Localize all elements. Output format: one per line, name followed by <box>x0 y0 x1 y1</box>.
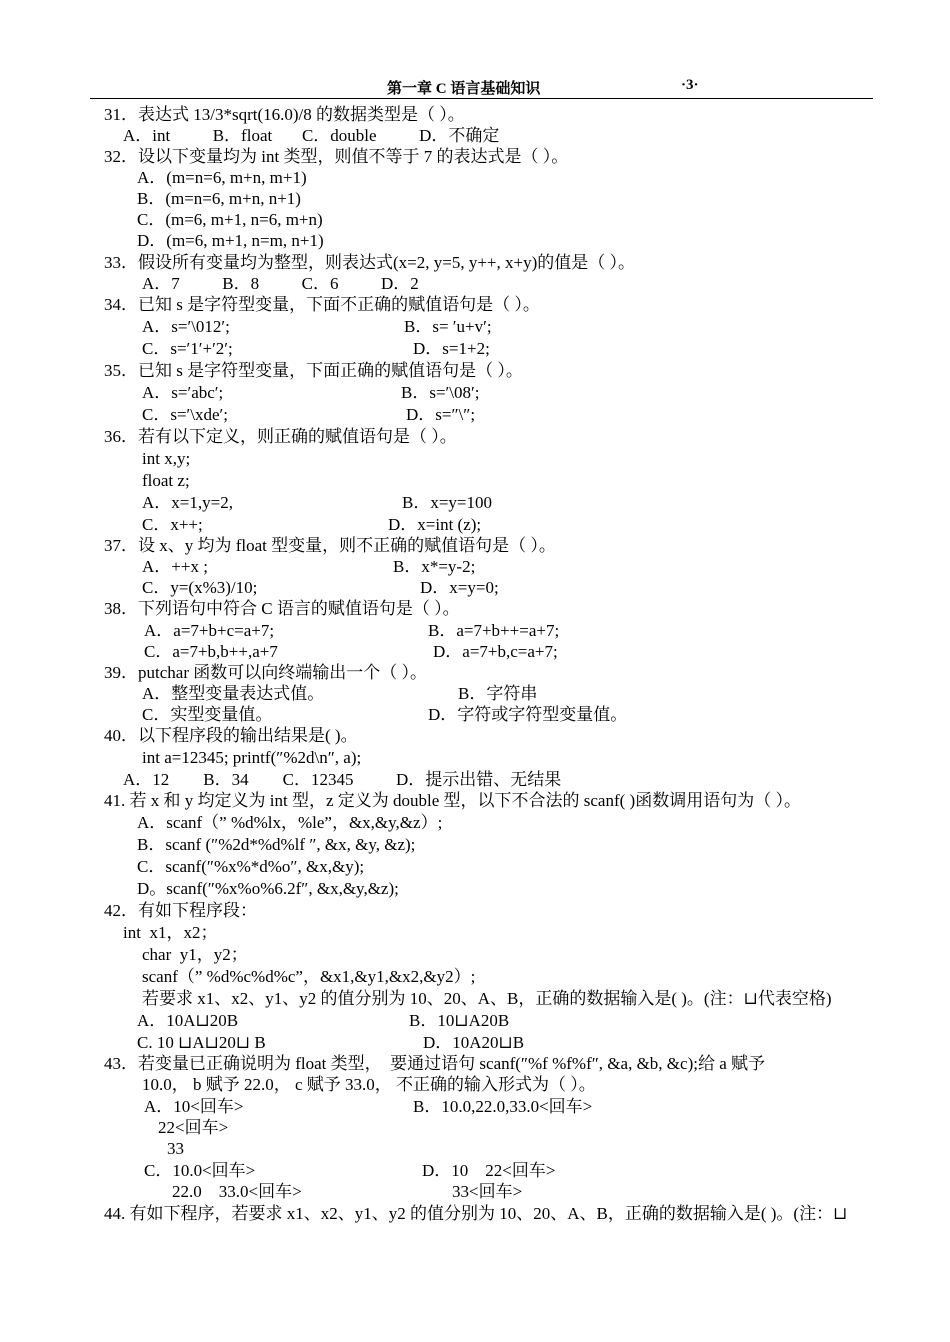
q43-option-c: C．10.0<回车> <box>144 1161 256 1180</box>
question-43: 43．若变量已正确说明为 float 类型， 要通过语句 scanf(″%f %f%f″, &a, &b, &c);给 a 赋予 <box>104 1054 765 1073</box>
q36-option-d: D．x=int (z); <box>388 515 482 534</box>
q43-option-a-line-3: 33 <box>167 1139 184 1158</box>
q36-code-line-1: int x,y; <box>142 449 191 468</box>
q41-option-b: B．scanf (″%2d*%d%lf ″, &x, &y, &z); <box>137 835 416 854</box>
q38-option-c: C．a=7+b,b++,a+7 <box>144 642 278 661</box>
q35-option-c: C．s=′\xde′; <box>142 405 228 424</box>
page-header <box>90 76 873 99</box>
q38-option-d: D．a=7+b,c=a+7; <box>433 642 558 661</box>
question-41: 41. 若 x 和 y 均定义为 int 型，z 定义为 double 型，以下不合法的 scanf( )函数调用语句为（ ）。 <box>104 791 801 810</box>
q43-option-d-line-2: 33<回车> <box>452 1182 523 1201</box>
q33-options: A．7 B．8 C．6 D．2 <box>142 274 419 293</box>
question-32: 32．设以下变量均为 int 类型，则值不等于 7 的表达式是（ ）。 <box>104 147 569 166</box>
question-36: 36．若有以下定义，则正确的赋值语句是（ ）。 <box>104 427 457 446</box>
question-33: 33．假设所有变量均为整型，则表达式(x=2, y=5, y++, x+y)的值是（ ）。 <box>104 253 636 272</box>
q36-code-line-2: float z; <box>142 471 190 490</box>
q43-option-c-line-2: 22.0 33.0<回车> <box>172 1182 302 1201</box>
q43-option-a: A．10<回车> <box>144 1097 244 1116</box>
question-37: 37．设 x、y 均为 float 型变量，则不正确的赋值语句是（ ）。 <box>104 536 556 555</box>
question-38: 38．下列语句中符合 C 语言的赋值语句是（ ）。 <box>104 599 460 618</box>
q32-option-d: D．(m=6, m+1, n=m, n+1) <box>137 231 324 250</box>
q34-option-d: D．s=1+2; <box>413 339 490 358</box>
q41-option-c: C．scanf(″%x%*d%o″, &x,&y); <box>137 857 365 876</box>
q35-option-d: D．s=″\″; <box>406 405 476 424</box>
q39-option-d: D．字符或字符型变量值。 <box>428 705 628 724</box>
q42-code-line-1: int x1，x2； <box>123 923 218 942</box>
q42-option-d: D．10A20⊔B <box>423 1033 525 1052</box>
q41-option-a: A．scanf（” %d%lx，%le”，&x,&y,&z）; <box>137 813 443 832</box>
q37-option-c: C．y=(x%3)/10; <box>142 578 258 597</box>
question-31: 31．表达式 13/3*sqrt(16.0)/8 的数据类型是（ ）。 <box>104 105 465 124</box>
q42-requirement: 若要求 x1、x2、y1、y2 的值分别为 10、20、A、B，正确的数据输入是( )。(注：⊔代表空格) <box>142 989 832 1008</box>
q42-option-a: A．10A⊔20B <box>137 1011 239 1030</box>
q43-option-d: D．10 22<回车> <box>422 1161 556 1180</box>
q37-option-a: A．++x ; <box>142 557 208 576</box>
question-35: 35．已知 s 是字符型变量，下面正确的赋值语句是（ ）。 <box>104 361 523 380</box>
q34-option-c: C．s=′1′+′2′; <box>142 339 233 358</box>
chapter-title: 第一章 C 语言基础知识 <box>387 81 541 97</box>
q37-option-b: B．x*=y-2; <box>393 557 476 576</box>
q39-option-c: C．实型变量值。 <box>142 705 273 724</box>
q32-option-a: A．(m=n=6, m+n, m+1) <box>137 168 307 187</box>
q31-options: A．int B．float C．double D．不确定 <box>123 126 500 145</box>
q43-line-2: 10.0， b 赋予 22.0， c 赋予 33.0， 不正确的输入形式为（ ）。 <box>142 1075 596 1094</box>
q36-option-a: A．x=1,y=2, <box>142 493 233 512</box>
q43-option-a-line-2: 22<回车> <box>158 1118 229 1137</box>
q40-options: A．12 B．34 C．12345 D．提示出错、无结果 <box>123 770 562 789</box>
q32-option-b: B．(m=n=6, m+n, n+1) <box>137 189 301 208</box>
q36-option-c: C．x++; <box>142 515 203 534</box>
q39-option-a: A．整型变量表达式值。 <box>142 684 325 703</box>
q35-option-a: A．s=′abc′; <box>142 383 224 402</box>
page-number: ·3· <box>681 77 699 93</box>
q35-option-b: B．s=′\08′; <box>401 383 480 402</box>
question-42: 42．有如下程序段： <box>104 901 257 920</box>
q34-option-b: B．s= ′u+v′; <box>404 317 492 336</box>
q32-option-c: C．(m=6, m+1, n=6, m+n) <box>137 210 323 229</box>
q43-option-b: B．10.0,22.0,33.0<回车> <box>413 1097 593 1116</box>
q39-option-b: B．字符串 <box>458 684 538 703</box>
q36-option-b: B．x=y=100 <box>402 493 493 512</box>
q34-option-a: A．s=′\012′; <box>142 317 230 336</box>
question-39: 39．putchar 函数可以向终端输出一个（ ）。 <box>104 663 427 682</box>
q41-option-d: D。scanf(″%x%o%6.2f″, &x,&y,&z); <box>137 879 399 898</box>
q38-option-b: B．a=7+b++=a+7; <box>428 621 560 640</box>
q37-option-d: D．x=y=0; <box>420 578 499 597</box>
q42-option-b: B．10⊔A20B <box>409 1011 510 1030</box>
q40-code: int a=12345; printf(″%2d\n″, a); <box>142 748 362 767</box>
q38-option-a: A．a=7+b+c=a+7; <box>144 621 275 640</box>
q42-option-c: C. 10 ⊔A⊔20⊔ B <box>137 1033 266 1052</box>
question-44: 44. 有如下程序，若要求 x1、x2、y1、y2 的值分别为 10、20、A、B，正确的数据输入是( )。(注：⊔ <box>104 1204 848 1223</box>
question-40: 40．以下程序段的输出结果是( )。 <box>104 726 358 745</box>
question-34: 34．已知 s 是字符型变量，下面不正确的赋值语句是（ ）。 <box>104 295 540 314</box>
q42-code-line-3: scanf（” %d%c%d%c”，&x1,&y1,&x2,&y2）; <box>142 967 476 986</box>
q42-code-line-2: char y1，y2； <box>142 945 248 964</box>
